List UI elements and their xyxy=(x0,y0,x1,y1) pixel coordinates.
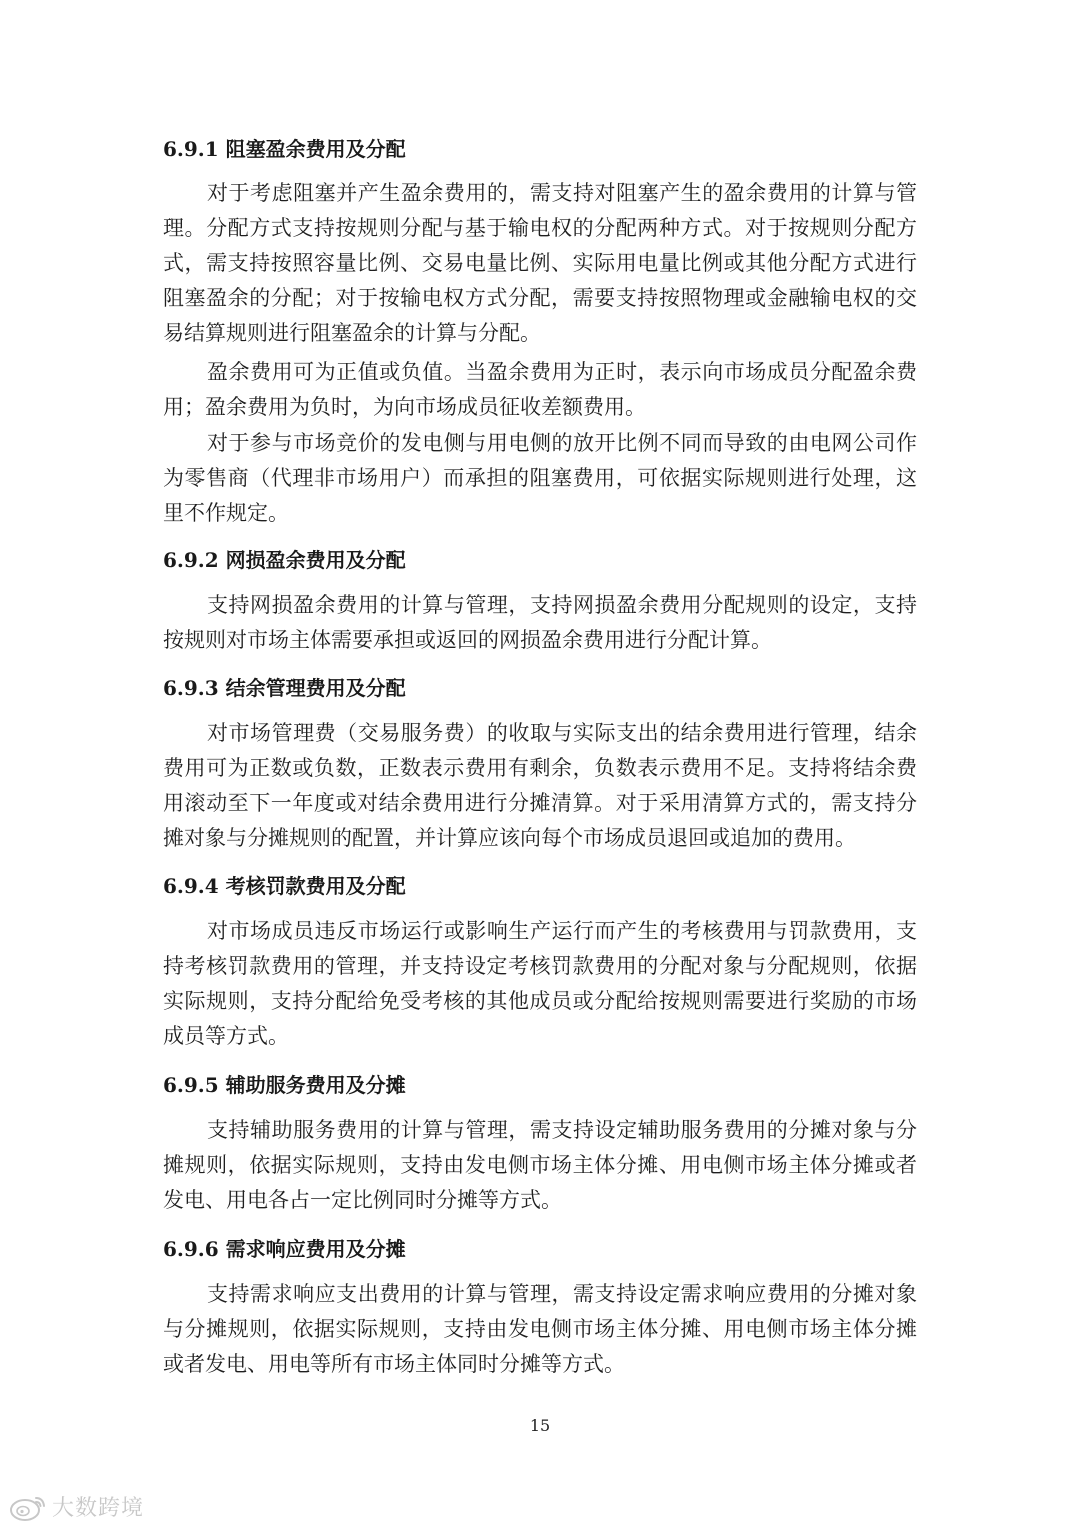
paragraph-691-2: 盈余费用可为正值或负值。当盈余费用为正时，表示向市场成员分配盈余费用；盈余费用为负时，为向市场成员征收差额费用。 xyxy=(163,360,917,419)
paragraph-693-1: 对市场管理费（交易服务费）的收取与实际支出的结余费用进行管理，结余费用可为正数或负数，正数表示费用有剩余，负数表示费用不足。支持将结余费用滚动至下一年度或对结余费用进行分摊清算。对于采用清算方式的，需支持分摊对象与分摊规则的配置，并计算应该向每个市场成员退回或追加的费用。 xyxy=(163,721,917,850)
paragraph-692-1: 支持网损盈余费用的计算与管理，支持网损盈余费用分配规则的设定，支持按规则对市场主体需要承担或返回的网损盈余费用进行分配计算。 xyxy=(163,593,917,652)
paragraph-691-1: 对于考虑阻塞并产生盈余费用的，需支持对阻塞产生的盈余费用的计算与管理。分配方式支持按规则分配与基于输电权的分配两种方式。对于按规则分配方式，需支持按照容量比例、交易电量比例、实际用电量比例或其他分配方式进行阻塞盈余的分配；对于按输电权方式分配，需要支持按照物理或金融输电权的交易结算规则进行阻塞盈余的计算与分配。 xyxy=(163,181,917,345)
paragraph-695-1: 支持辅助服务费用的计算与管理，需支持设定辅助服务费用的分摊对象与分摊规则，依据实际规则，支持由发电侧市场主体分摊、用电侧市场主体分摊或者发电、用电各占一定比例同时分摊等方式。 xyxy=(163,1118,917,1212)
weibo-logo-icon xyxy=(8,1492,48,1526)
paragraph-691-3: 对于参与市场竞价的发电侧与用电侧的放开比例不同而导致的由电网公司作为零售商（代理非市场用户）而承担的阻塞费用，可依据实际规则进行处理，这里不作规定。 xyxy=(163,431,917,525)
paragraph-694-1: 对市场成员违反市场运行或影响生产运行而产生的考核费用与罚款费用，支持考核罚款费用的管理，并支持设定考核罚款费用的分配对象与分配规则，依据实际规则，支持分配给免受考核的其他成员或分配给按规则需要进行奖励的市场成员等方式。 xyxy=(163,919,917,1048)
section-heading-695: 6.9.5 辅助服务费用及分摊 xyxy=(163,1073,406,1097)
section-heading-696: 6.9.6 需求响应费用及分摊 xyxy=(163,1237,406,1261)
page-number: 15 xyxy=(529,1416,551,1435)
section-heading-693: 6.9.3 结余管理费用及分配 xyxy=(163,676,406,700)
watermark xyxy=(8,1492,144,1526)
section-heading-694: 6.9.4 考核罚款费用及分配 xyxy=(163,874,406,898)
paragraph-696-1: 支持需求响应支出费用的计算与管理，需支持设定需求响应费用的分摊对象与分摊规则，依据实际规则，支持由发电侧市场主体分摊、用电侧市场主体分摊或者发电、用电等所有市场主体同时分摊等方式。 xyxy=(163,1282,917,1376)
section-heading-691: 6.9.1 阻塞盈余费用及分配 xyxy=(163,137,406,161)
section-heading-692: 6.9.2 网损盈余费用及分配 xyxy=(163,548,406,572)
watermark-text: 大数跨境 xyxy=(52,1496,145,1521)
